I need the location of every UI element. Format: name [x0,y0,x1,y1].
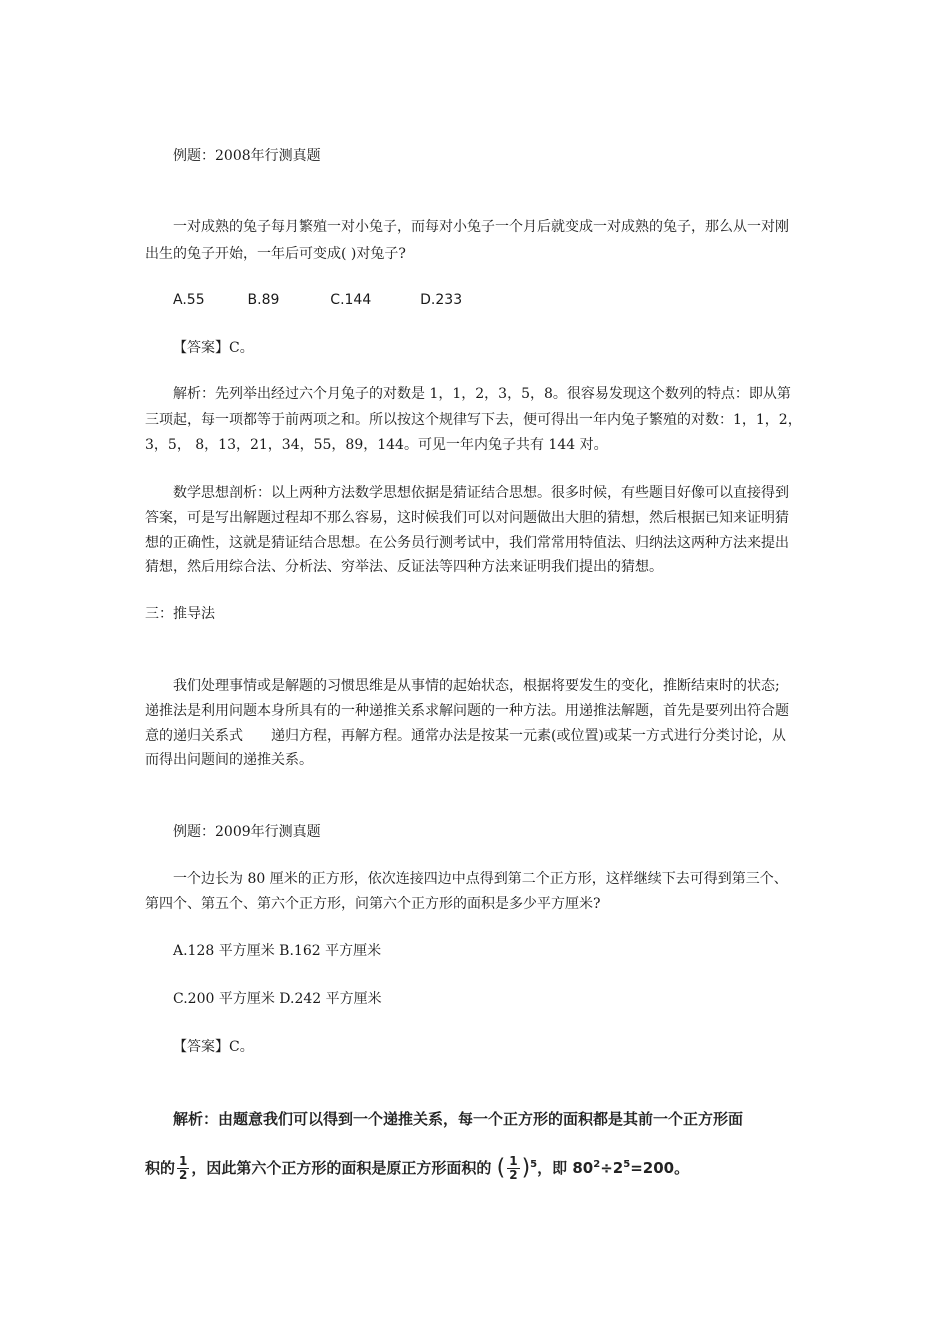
thinking-line3: 想的正确性，这就是猜证结合思想。在公务员行测考试中，我们常常用特值法、归纳法这两种方法来提出 [145,535,789,551]
example2-analysis-line1: 解析：由题意我们可以得到一个递推关系，每一个正方形的面积都是其前一个正方形面 [173,1110,744,1128]
example2-options-line1: A.128 平方厘米 B.162 平方厘米 [173,943,382,959]
analysis-text-c: ，即 80 [537,1159,594,1177]
exponent-2: 2 [593,1159,601,1170]
exponent-5: 5 [623,1159,631,1170]
section3-line1: 我们处理事情或是解题的习惯思维是从事情的起始状态，根据将要发生的变化，推断结束时的状态; [173,678,780,694]
example2-analysis-line2 [145,1150,689,1184]
option-d: D.233 [420,292,463,308]
example2-question-line2: 第四个、第五个、第六个正方形，问第六个正方形的面积是多少平方厘米? [145,896,601,912]
example2-title: 例题：2009年行测真题 [173,824,321,840]
example1-analysis-line2: 三项起，每一项都等于前两项之和。所以按这个规律写下去，便可得出一年内兔子繁殖的对数：1，1，2， [145,412,802,428]
example1-options [173,290,462,310]
analysis-text-a: 积的 [145,1159,176,1177]
section3-line2: 递推法是利用问题本身所具有的一种递推关系求解问题的一种方法。用递推法解题，首先是要列出符合题 [145,703,789,719]
analysis-text-d: ÷2 [600,1159,624,1177]
example2-options-line2: C.200 平方厘米 D.242 平方厘米 [173,991,382,1007]
thinking-line4: 猜想，然后用综合法、分析法、穷举法、反证法等四种方法来证明我们提出的猜想。 [145,559,663,575]
analysis-text-b: ，因此第六个正方形的面积是原正方形面积的 [191,1159,492,1177]
thinking-line1: 数学思想剖析：以上两种方法数学思想依据是猜证结合思想。很多时候，有些题目好像可以直接得到 [173,485,789,501]
option-a: A.55 [173,292,205,308]
example2-question-line1: 一个边长为 80 厘米的正方形，依次连接四边中点得到第二个正方形，这样继续下去可得到第三个、 [173,871,788,887]
fraction-one-half: $\frac{1}{2}$ [179,1154,188,1182]
example1-question-line1: 一对成熟的兔子每月繁殖一对小兔子，而每对小兔子一个月后就变成一对成熟的兔子，那么从一对刚 [173,219,789,235]
example1-answer: 【答案】C。 [173,340,254,356]
analysis-text-e: =200。 [630,1159,690,1177]
fraction-power: ( $\frac{1}{2}$ )$^5$ [496,1154,538,1182]
example2-answer: 【答案】C。 [173,1039,254,1055]
section3-line3: 意的递归关系式 递归方程，再解方程。通常办法是按某一元素(或位置)或某一方式进行分类讨论，从 [145,728,786,744]
section3-line4: 而得出问题间的递推关系。 [145,752,313,768]
option-b: B.89 [247,292,280,308]
example1-analysis-line1: 解析：先列举出经过六个月兔子的对数是 1，1，2，3，5，8。很容易发现这个数列的特点：即从第 [173,386,791,402]
thinking-line2: 答案，可是写出解题过程却不那么容易，这时候我们可以对问题做出大胆的猜想，然后根据已知来证明猜 [145,510,789,526]
section3-heading: 三：推导法 [145,606,215,622]
example1-title: 例题：2008年行测真题 [173,148,321,164]
example1-analysis-line3: 3，5， 8，13，21，34，55，89，144。可见一年内兔子共有 144 对。 [145,437,608,453]
example1-question-line2: 出生的兔子开始，一年后可变成( )对兔子? [145,246,406,262]
option-c: C.144 [330,292,372,308]
